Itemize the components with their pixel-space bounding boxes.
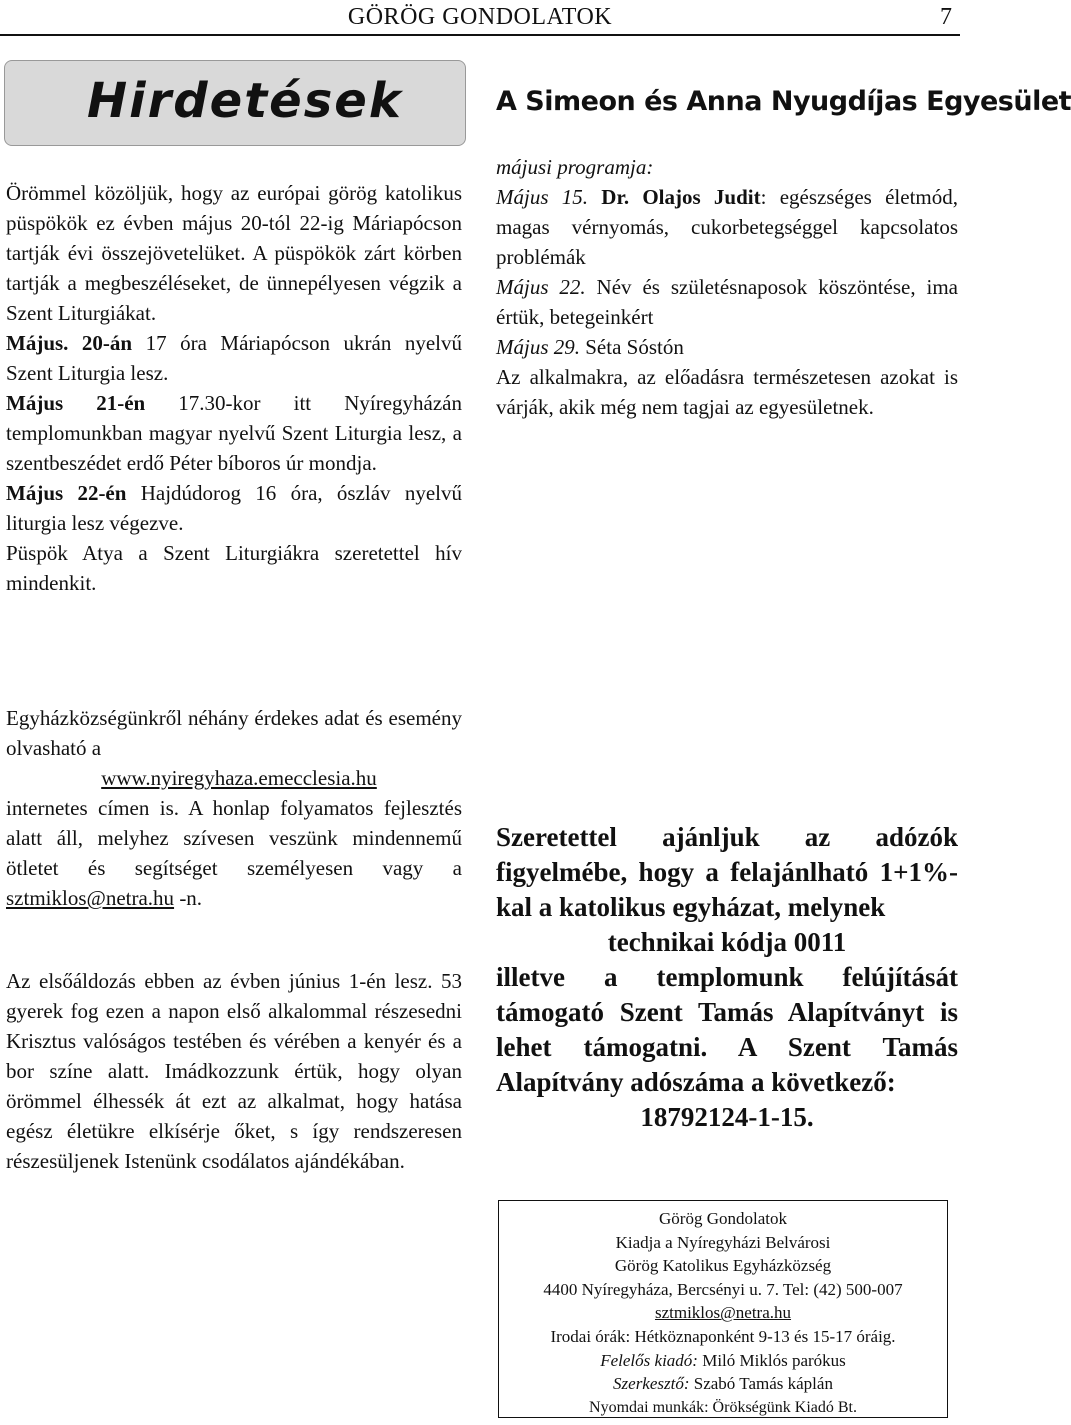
may21-date: Május 21-én xyxy=(6,391,146,415)
communion-text: Az elsőáldozás ebben az évben június 1-én lesz. 53 gyerek fog ezen a napon első alkalommal részesedni Krisztus valóságos testében és vérében a kenyér és a bor színe alatt. Imádkozzunk értük, hogy olyan örömmel élhessék át ezt az alkalmat, hogy hatása egész életükre elkísérje őket, s így rendszeresen részesüljenek Istenünk csodálatos ajándékában. xyxy=(6,969,462,1173)
program-event-2 xyxy=(496,272,958,332)
may22-text: Hajdúdorog 16 óra, ószláv nyelvű liturgia lesz végezve. xyxy=(6,481,462,535)
announcement-intro: Örömmel közöljük, hogy az európai görög katolikus püspökök ez évben május 20-tól 22-ig Máriapócson tartják évi összejövetelüket. A püspökök zárt körben tartják a megbeszéléseket, de ünnepélyesen végzik a Szent Liturgiákat. xyxy=(6,181,462,325)
event-2-date: Május 22. xyxy=(496,275,586,299)
event-1-speaker: Dr. Olajos Judit xyxy=(588,185,761,209)
publication-title: GÖRÖG GONDOLATOK xyxy=(347,4,613,30)
imprint-responsible xyxy=(499,1349,947,1373)
program-closing: Az alkalmakra, az előadásra természetesen azokat is várják, akik még nem tagjai az egyesületnek. xyxy=(496,365,958,419)
event-1-text: : egészséges életmód, magas vérnyomás, cukorbetegséggel kapcsolatos problémák xyxy=(496,185,958,269)
website-intro: Egyházközségünkről néhány érdekes adat és esemény olvasható a xyxy=(6,706,462,760)
event-1-date: Május 15. xyxy=(496,185,589,209)
website-notice xyxy=(6,703,462,913)
website-end: -n. xyxy=(174,886,203,910)
imprint-hours: Irodai órák: Hétköznaponként 9-13 és 15-17 óráig. xyxy=(550,1326,896,1346)
responsible-label: Felelős kiadó: xyxy=(600,1350,698,1370)
imprint-parish: Görög Katolikus Egyházközség xyxy=(614,1256,832,1276)
event-2-text: Név és születésnaposok köszöntése, ima értük, betegeinkért xyxy=(496,275,958,329)
bishops-announcement xyxy=(6,178,462,598)
may22-date: Május 22-én xyxy=(6,481,127,505)
may21-text: 17.30-kor itt Nyíregyházán templomunkban magyar nyelvű Szent Liturgia lesz, a szentbeszédet erdő Péter bíboros úr mondja. xyxy=(6,391,462,475)
website-text: internetes címen is. A honlap folyamatos fejlesztés alatt áll, melyhez szívesen veszünk mindennemű ötletet és segítséget személyesen vagy a xyxy=(6,796,462,880)
announcement-may20 xyxy=(6,328,462,388)
imprint-title: Görög Gondolatok xyxy=(659,1209,787,1228)
imprint-email-link[interactable]: sztmiklos@netra.hu xyxy=(654,1303,792,1323)
imprint-box xyxy=(498,1200,948,1418)
editor-label: Szerkesztő: xyxy=(613,1374,690,1394)
page-number: 7 xyxy=(940,4,952,30)
tax-appeal-code: technikai kódja 0011 xyxy=(607,927,847,957)
tax-appeal xyxy=(496,820,958,1135)
website-url-link[interactable]: www.nyiregyhaza.emecclesia.hu xyxy=(101,766,377,790)
responsible-name: Miló Miklós parókus xyxy=(697,1350,846,1370)
association-heading: A Simeon és Anna Nyugdíjas Egyesület xyxy=(496,86,1071,117)
imprint-email-line xyxy=(499,1301,947,1325)
ads-banner-title: Hirdetések xyxy=(87,73,403,129)
website-details xyxy=(6,793,462,913)
imprint-printer: Nyomdai munkák: Örökségünk Kiadó Bt. xyxy=(589,1398,857,1416)
page-header xyxy=(0,0,960,36)
imprint-publisher-line: Kiadja a Nyíregyházi Belvárosi xyxy=(615,1232,831,1252)
tax-appeal-text-1: Szeretettel ajánljuk az adózók figyelmébe, hogy a felajánlható 1+1%-kal a katolikus egyházat, melynek xyxy=(496,822,958,922)
announcement-may21 xyxy=(6,388,462,478)
ads-banner xyxy=(4,60,466,146)
program-event-3 xyxy=(496,332,958,362)
may20-text: 17 óra Máriapócson ukrán nyelvű Szent Liturgia lesz. xyxy=(6,331,462,385)
association-program xyxy=(496,152,958,422)
event-3-date: Május 29. xyxy=(496,335,580,359)
announcement-closing: Püspök Atya a Szent Liturgiákra szeretettel hív mindenkit. xyxy=(6,541,462,595)
may20-date: 20-án xyxy=(68,331,133,355)
editor-name: Szabó Tamás káplán xyxy=(689,1374,833,1394)
announcement-may22 xyxy=(6,478,462,538)
imprint-address: 4400 Nyíregyháza, Bercsényi u. 7. Tel: (42) 500-007 xyxy=(543,1279,903,1299)
tax-appeal-text-2: illetve a templomunk felújítását támogató Szent Tamás Alapítványt is lehet támogatni. A Szent Tamás Alapítvány adószáma a következő: xyxy=(496,962,958,1097)
event-3-text: Séta Sóstón xyxy=(580,335,684,359)
website-email-link[interactable]: sztmiklos@netra.hu xyxy=(6,886,175,910)
imprint-editor xyxy=(499,1372,947,1396)
may-label: Május. xyxy=(6,331,69,355)
website-url-line xyxy=(6,763,462,793)
program-subheading: májusi programja: xyxy=(496,155,654,179)
program-event-1 xyxy=(496,182,958,272)
first-communion-notice xyxy=(6,966,462,1176)
tax-number: 18792124-1-15. xyxy=(640,1102,814,1132)
